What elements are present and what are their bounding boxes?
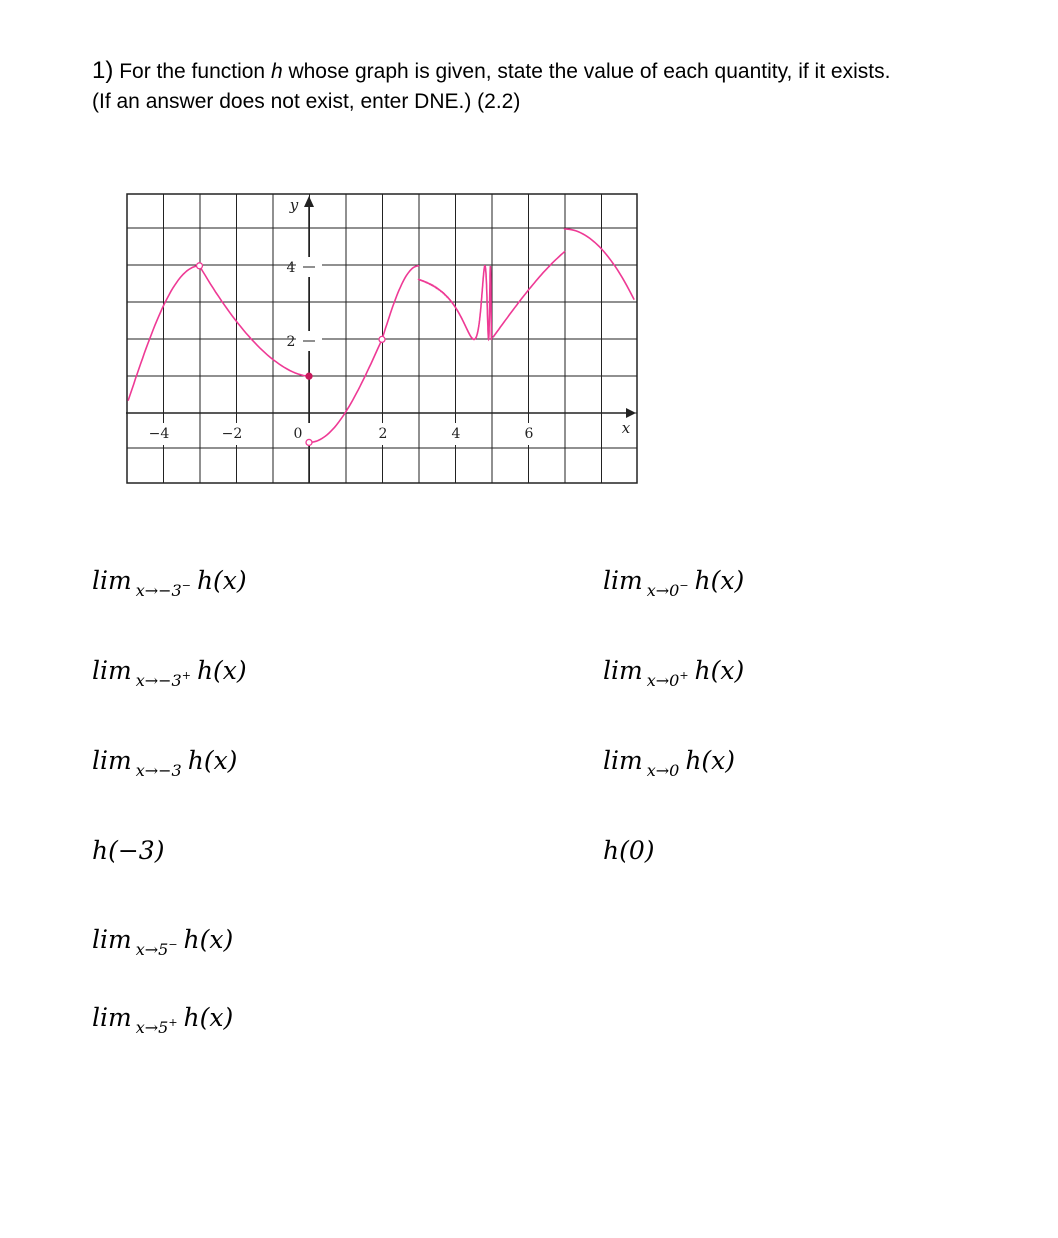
function-expression: h(x) [694, 656, 745, 685]
limit-operator: lim [92, 746, 132, 775]
y-tick-label: 2 [286, 334, 296, 350]
limit-quantity [603, 656, 744, 690]
limit-quantity [92, 566, 247, 600]
graph-points [197, 263, 386, 446]
function-expression: h(x) [183, 1003, 234, 1032]
limit-approach: x→0− [646, 579, 689, 600]
limit-operator: lim [603, 566, 643, 595]
x-tick-label: 6 [524, 426, 534, 442]
curve-segment [565, 229, 634, 299]
limit-operator: lim [603, 746, 643, 775]
limit-approach: x→−3 [135, 761, 182, 780]
limit-approach: x→0 [646, 761, 680, 780]
question-number: 1) [92, 57, 114, 84]
x-tick-label: 0 [293, 426, 303, 442]
x-axis-arrow-icon [626, 408, 636, 418]
function-expression: h(x) [685, 746, 736, 775]
question-line-2: (If an answer does not exist, enter DNE.) (2.2) [92, 90, 521, 113]
closed-point [306, 373, 312, 379]
limit-operator: lim [92, 925, 132, 954]
open-point [379, 336, 385, 342]
limit-quantity [92, 746, 237, 780]
curve-segment [382, 266, 419, 340]
function-expression: h(x) [196, 656, 247, 685]
y-tick-label: 4 [286, 260, 296, 276]
question-prompt [92, 56, 1042, 117]
x-tick-label: 2 [378, 426, 388, 442]
curve-segment [200, 266, 310, 376]
x-tick-label: −2 [221, 426, 243, 442]
open-point [306, 439, 312, 445]
function-name: h [270, 60, 283, 83]
limit-approach: x→0+ [646, 669, 689, 690]
limit-quantity [603, 746, 735, 780]
open-point [197, 263, 203, 269]
limit-quantity [603, 566, 744, 600]
function-curve [128, 229, 634, 442]
x-tick-label: −4 [148, 426, 170, 442]
function-expression: h(x) [187, 746, 238, 775]
limit-approach: x→−3+ [135, 669, 191, 690]
limit-operator: lim [92, 1003, 132, 1032]
limit-quantity [92, 656, 247, 690]
function-graph [126, 193, 640, 486]
function-value: h(0) [603, 836, 655, 865]
limit-operator: lim [92, 566, 132, 595]
y-axis-arrow-icon [304, 196, 314, 207]
function-expression: h(x) [196, 566, 247, 595]
limit-quantity [92, 836, 164, 865]
limit-operator: lim [92, 656, 132, 685]
limit-quantity [603, 836, 655, 865]
function-expression: h(x) [694, 566, 745, 595]
x-tick-label: 4 [451, 426, 461, 442]
limit-approach: x→−3− [135, 579, 191, 600]
function-value: h(−3) [92, 836, 165, 865]
limit-approach: x→5− [135, 938, 178, 959]
limit-quantity [92, 1003, 233, 1037]
limit-approach: x→5+ [135, 1016, 178, 1037]
limit-operator: lim [603, 656, 643, 685]
x-axis-label: x [621, 419, 631, 437]
function-expression: h(x) [183, 925, 234, 954]
y-axis-label: y [289, 196, 299, 214]
question-line-1: 1) For the function h whose graph is given, state the value of each quantity, if it exists. [92, 57, 891, 84]
limit-quantity [92, 925, 233, 959]
